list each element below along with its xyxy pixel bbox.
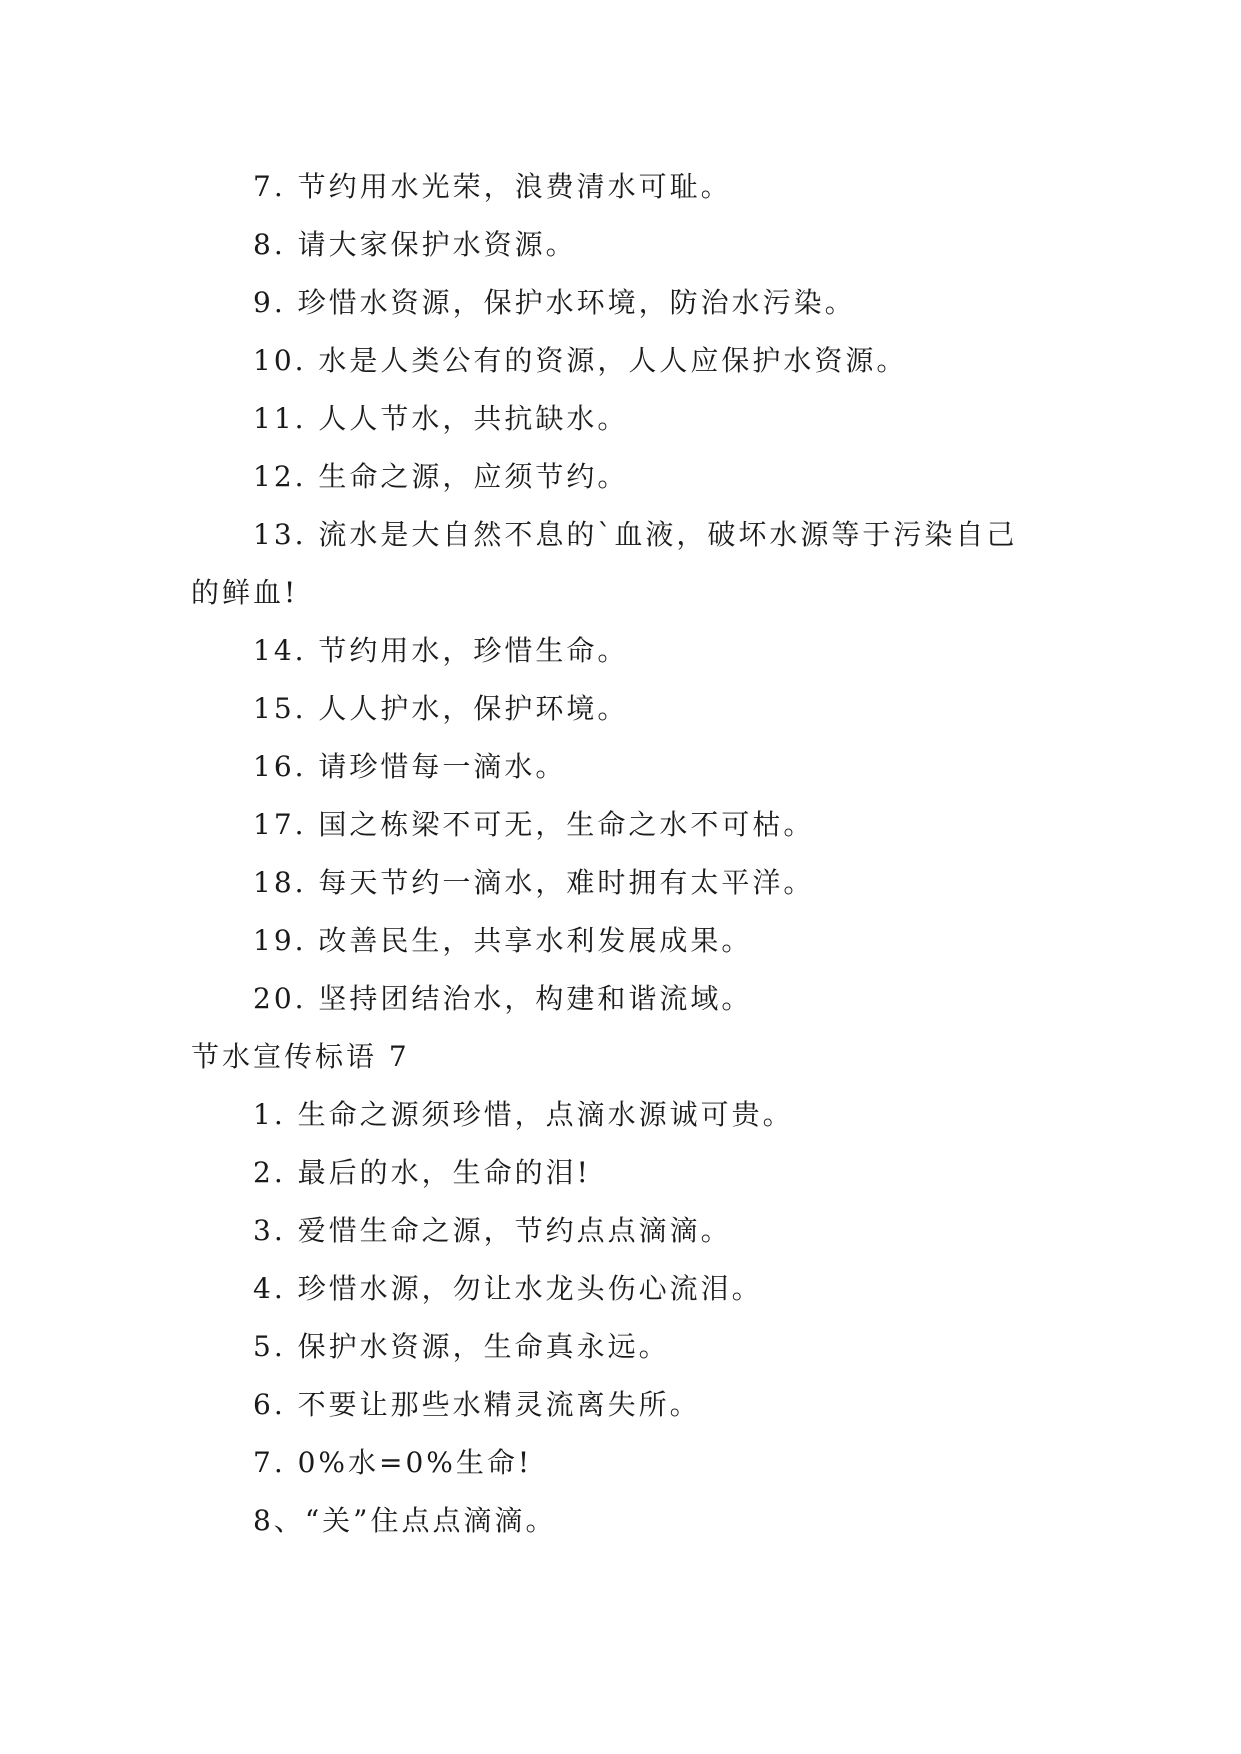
slogan-line: 2. 最后的水，生命的泪! <box>253 1156 591 1189</box>
slogan-line: 5. 保护水资源，生命真永远。 <box>253 1330 670 1363</box>
slogan-line: 15. 人人护水，保护环境。 <box>253 692 629 725</box>
slogan-line: 3. 爱惜生命之源，节约点点滴滴。 <box>253 1214 732 1247</box>
slogan-line: 7. 节约用水光荣，浪费清水可耻。 <box>253 170 732 203</box>
slogan-line: 4. 珍惜水源，勿让水龙头伤心流泪。 <box>253 1272 763 1305</box>
slogan-line: 7. 0%水=0%生命! <box>253 1446 533 1479</box>
slogan-line: 16. 请珍惜每一滴水。 <box>253 750 567 783</box>
document-body <box>191 158 1061 1550</box>
slogan-line: 9. 珍惜水资源，保护水环境，防治水污染。 <box>253 286 856 319</box>
slogan-line: 1. 生命之源须珍惜，点滴水源诚可贵。 <box>253 1098 794 1131</box>
slogan-line: 14. 节约用水，珍惜生命。 <box>253 634 629 667</box>
slogan-line: 20. 坚持团结治水，构建和谐流域。 <box>253 982 753 1015</box>
section-heading: 节水宣传标语 7 <box>191 1040 410 1073</box>
slogan-line: 19. 改善民生，共享水利发展成果。 <box>253 924 753 957</box>
slogan-line: 8、“关”住点点滴滴。 <box>253 1504 557 1537</box>
slogan-line-13-part1: 13. 流水是大自然不息的`血液，破坏水源等于污染自己 <box>253 518 1018 551</box>
slogan-line: 12. 生命之源，应须节约。 <box>253 460 629 493</box>
slogan-line: 6. 不要让那些水精灵流离失所。 <box>253 1388 701 1421</box>
slogan-line: 18. 每天节约一滴水，难时拥有太平洋。 <box>253 866 815 899</box>
slogan-line: 8. 请大家保护水资源。 <box>253 228 577 261</box>
slogan-line: 11. 人人节水，共抗缺水。 <box>253 402 629 435</box>
slogan-line: 17. 国之栋梁不可无，生命之水不可枯。 <box>253 808 815 841</box>
slogan-line-13-part2: 的鲜血! <box>191 576 299 609</box>
slogan-line: 10. 水是人类公有的资源，人人应保护水资源。 <box>253 344 908 377</box>
